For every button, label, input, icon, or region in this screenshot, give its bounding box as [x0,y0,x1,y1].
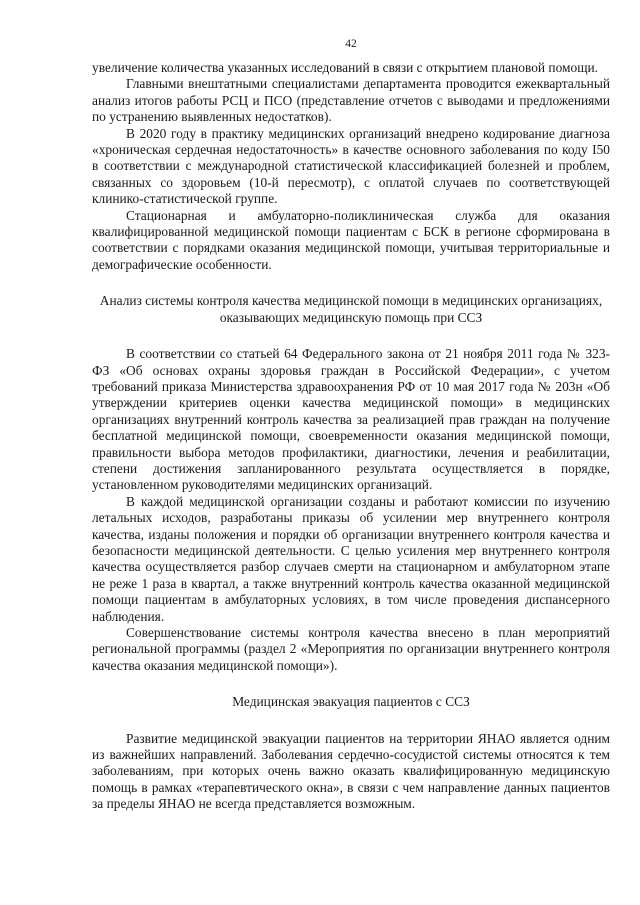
document-page [92,36,610,813]
paragraph-continuation: увеличение количества указанных исследований в связи с открытием плановой помощи. [92,60,599,75]
paragraph-commissions: В каждой медицинской организации созданы и работают комиссии по изучению летальных исходов, разработаны приказы об усилении мер внутреннего контроля качества, изданы положения и порядки об организации внутреннего контроля качества и безопасности медицинской деятельности. С целью усиления мер внутреннего контроля качества осуществляется разбор случаев смерти на стационарном и амбулаторном этапе не реже 1 раза в квартал, а также внутренний контроль качества оказанной медицинской помощи пациентам в амбулаторных условиях, в том числе проведения диспансерного наблюдения. [92,493,610,624]
paragraph-evacuation-development: Развитие медицинской эвакуации пациентов на территории ЯНАО является одним из важнейших направлений. Заболевания сердечно-сосудистой системы относятся к тем заболеваниям, при которых очень важно оказать квалифицированную медицинскую помощь в рамках «терапевтического окна», в связи с чем направление данных пациентов за пределы ЯНАО не всегда представляется возможным. [92,730,610,812]
paragraph-federal-law: В соответствии со статьей 64 Федерального закона от 21 ноября 2011 года № 323-ФЗ «Об основах охраны здоровья граждан в Российской Федерации», с учетом требований приказа Министерства здравоохранения РФ от 10 мая 2017 года № 203н «Об утверждении критериев оценки качества медицинской помощи» в медицинских организациях внутренний контроль качества за реализацией прав граждан на получение бесплатной медицинской помощи, своевременности оказания медицинской помощи, правильности выбора методов профилактики, диагностики, лечения и реабилитации, степени достижения запланированного результата осуществляется в порядке, установленном руководителями медицинских организаций. [92,346,610,493]
paragraph-coding-diagnosis: В 2020 году в практику медицинских организаций внедрено кодирование диагноза «хроническая сердечная недостаточность» в качестве основного заболевания по коду I50 в соответствии с международной статистической классификацией болезней и проблем, связанных со здоровьем (10-й пересмотр), с оплатой случаев по соответствующей клинико-статистической группе. [92,125,610,207]
paragraph-improvement-plan: Совершенствование системы контроля качества внесено в план мероприятий региональной программы (раздел 2 «Мероприятия по организации внутреннего контроля качества оказания медицинской помощи»). [92,625,610,673]
section-heading-quality-control: Анализ системы контроля качества медицинской помощи в медицинских организациях, оказывающих медицинскую помощь при ССЗ [99,293,603,325]
paragraph-inpatient-outpatient-service: Стационарная и амбулаторно-поликлиническая служба для оказания квалифицированной медицинской помощи пациентам с БСК в регионе сформирована в соответствии с порядками оказания медицинской помощи, учитывая территориальные и демографические особенности. [92,207,610,272]
paragraph-specialists-analysis: Главными внештатными специалистами департамента проводится ежеквартальный анализ итогов работы РСЦ и ПСО (представление отчетов с выводами и предложениями по устранению выявленных недостатков). [92,76,610,125]
section-heading-evacuation: Медицинская эвакуация пациентов с ССЗ [232,694,470,710]
page-number: 42 [345,38,357,50]
